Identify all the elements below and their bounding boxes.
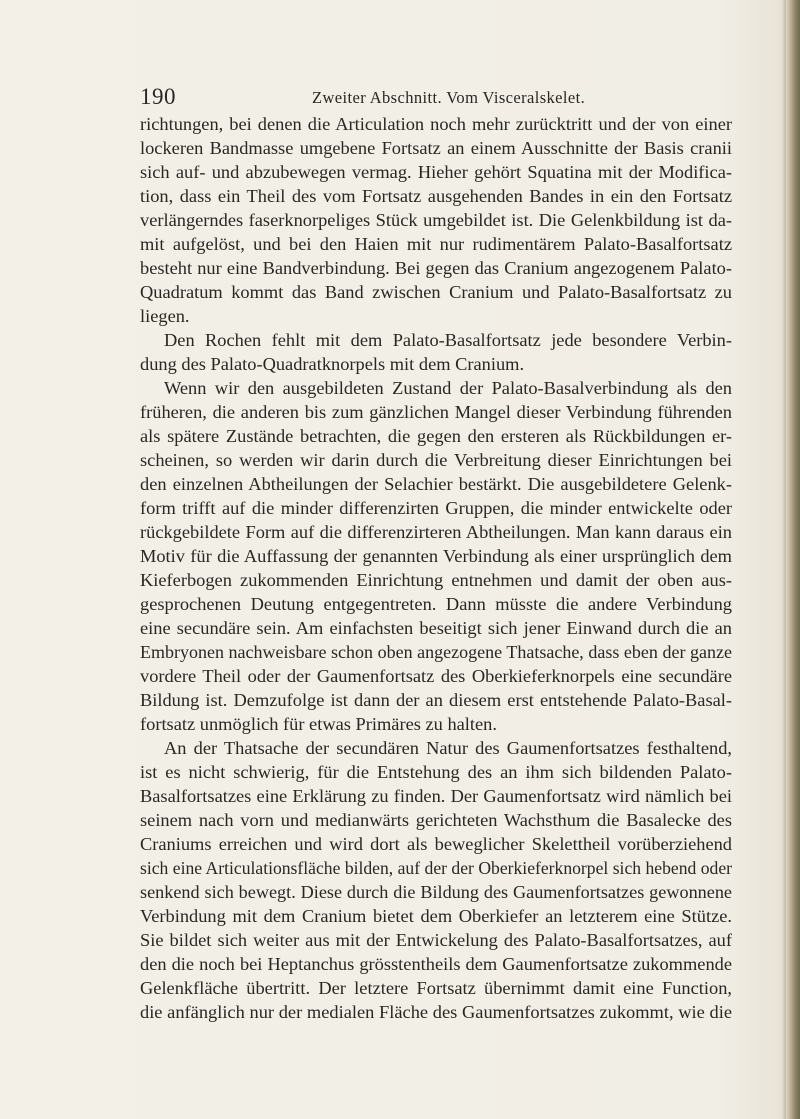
page-number: 190 bbox=[140, 84, 176, 109]
text-line: früheren, die anderen bis zum gänzlichen Mangel dieser Verbindung führenden bbox=[140, 402, 732, 422]
book-binding-edge bbox=[786, 0, 800, 1119]
text-line: Craniums erreichen und wird dort als beweglicher Skelettheil vorüberziehend bbox=[140, 834, 732, 854]
text-line: Sie bildet sich weiter aus mit der Entwickelung des Palato-Basalfortsatzes, auf bbox=[140, 930, 732, 950]
text-line: Quadratum kommt das Band zwischen Cranium und Palato-Basalfortsatz zu bbox=[140, 282, 732, 302]
text-line: ist es nicht schwierig, für die Entstehung des an ihm sich bildenden Palato- bbox=[140, 762, 732, 782]
page-header bbox=[140, 84, 732, 114]
text-line: senkend sich bewegt. Diese durch die Bildung des Gaumenfortsatzes gewonnene bbox=[140, 882, 732, 902]
text-line: liegen. bbox=[140, 306, 190, 326]
text-line: Motiv für die Auffassung der genannten Verbindung als einer ursprünglich dem bbox=[140, 546, 732, 566]
text-line: sich auf- und abzubewegen vermag. Hieher gehört Squatina mit der Modifica- bbox=[140, 162, 732, 182]
text-line: Gelenkfläche übertritt. Der letztere Fortsatz übernimmt damit eine Function, bbox=[140, 978, 732, 998]
text-line: richtungen, bei denen die Articulation noch mehr zurücktritt und der von einer bbox=[140, 114, 732, 134]
text-line: Verbindung mit dem Cranium bietet dem Oberkiefer an letzterem eine Stütze. bbox=[140, 906, 732, 926]
text-line: verlängerndes faserknorpeliges Stück umgebildet ist. Die Gelenkbildung ist da- bbox=[140, 210, 732, 230]
text-line: rückgebildete Form auf die differenzirteren Abtheilungen. Man kann daraus ein bbox=[140, 522, 732, 542]
running-title: Zweiter Abschnitt. Vom Visceralskelet. bbox=[312, 88, 586, 107]
text-line: Kieferbogen zukommenden Einrichtung entnehmen und damit der oben aus- bbox=[140, 570, 732, 590]
text-line: fortsatz unmöglich für etwas Primäres zu halten. bbox=[140, 714, 497, 734]
text-line: als spätere Zustände betrachten, die gegen den ersteren als Rückbildungen er- bbox=[140, 426, 732, 446]
text-line: den einzelnen Abtheilungen der Selachier bestärkt. Die ausgebildetere Gelenk- bbox=[140, 474, 732, 494]
text-line: Embryonen nachweisbare schon oben angezogene Thatsache, dass eben der ganze bbox=[140, 642, 732, 662]
text-line: eine secundäre sein. Am einfachsten beseitigt sich jener Einwand durch die an bbox=[140, 618, 732, 638]
text-line: mit aufgelöst, und bei den Haien mit nur rudimentärem Palato-Basalfortsatz bbox=[140, 234, 732, 254]
text-line: den die noch bei Heptanchus grösstentheils dem Gaumenfortsatze zukommende bbox=[140, 954, 732, 974]
text-line: dung des Palato-Quadratknorpels mit dem Cranium. bbox=[140, 354, 525, 374]
text-line: besteht nur eine Bandverbindung. Bei gegen das Cranium angezogenem Palato- bbox=[140, 258, 732, 278]
text-line: tion, dass ein Theil des vom Fortsatz ausgehenden Bandes in ein den Fortsatz bbox=[140, 186, 732, 206]
text-line: sich eine Articulationsfläche bilden, auf der der Oberkieferknorpel sich hebend oder bbox=[140, 858, 732, 878]
text-line: seinem nach vorn und medianwärts gerichteten Wachsthum die Basalecke des bbox=[140, 810, 732, 830]
text-line: gesprochenen Deutung entgegentreten. Dann müsste die andere Verbindung bbox=[140, 594, 732, 614]
body-text bbox=[140, 112, 732, 1024]
text-line: vordere Theil oder der Gaumenfortsatz des Oberkieferknorpels eine secundäre bbox=[140, 666, 732, 686]
paragraph-first-line: Den Rochen fehlt mit dem Palato-Basalfortsatz jede besondere Verbin- bbox=[164, 330, 732, 350]
paragraph-first-line: An der Thatsache der secundären Natur des Gaumenfortsatzes festhaltend, bbox=[164, 738, 732, 758]
text-line: die anfänglich nur der medialen Fläche des Gaumenfortsatzes zukommt, wie die bbox=[140, 1002, 732, 1022]
text-line: lockeren Bandmasse umgebene Fortsatz an einem Ausschnitte der Basis cranii bbox=[140, 138, 732, 158]
text-line: Bildung ist. Demzufolge ist dann der an diesem erst entstehende Palato-Basal- bbox=[140, 690, 732, 710]
text-line: form trifft auf die minder differenzirten Gruppen, die minder entwickelte oder bbox=[140, 498, 732, 518]
paragraph-first-line: Wenn wir den ausgebildeten Zustand der Palato-Basalverbindung als den bbox=[164, 378, 732, 398]
text-line: Basalfortsatzes eine Erklärung zu finden. Der Gaumenfortsatz wird nämlich bei bbox=[140, 786, 732, 806]
text-line: scheinen, so werden wir darin durch die Verbreitung dieser Einrichtungen bei bbox=[140, 450, 732, 470]
